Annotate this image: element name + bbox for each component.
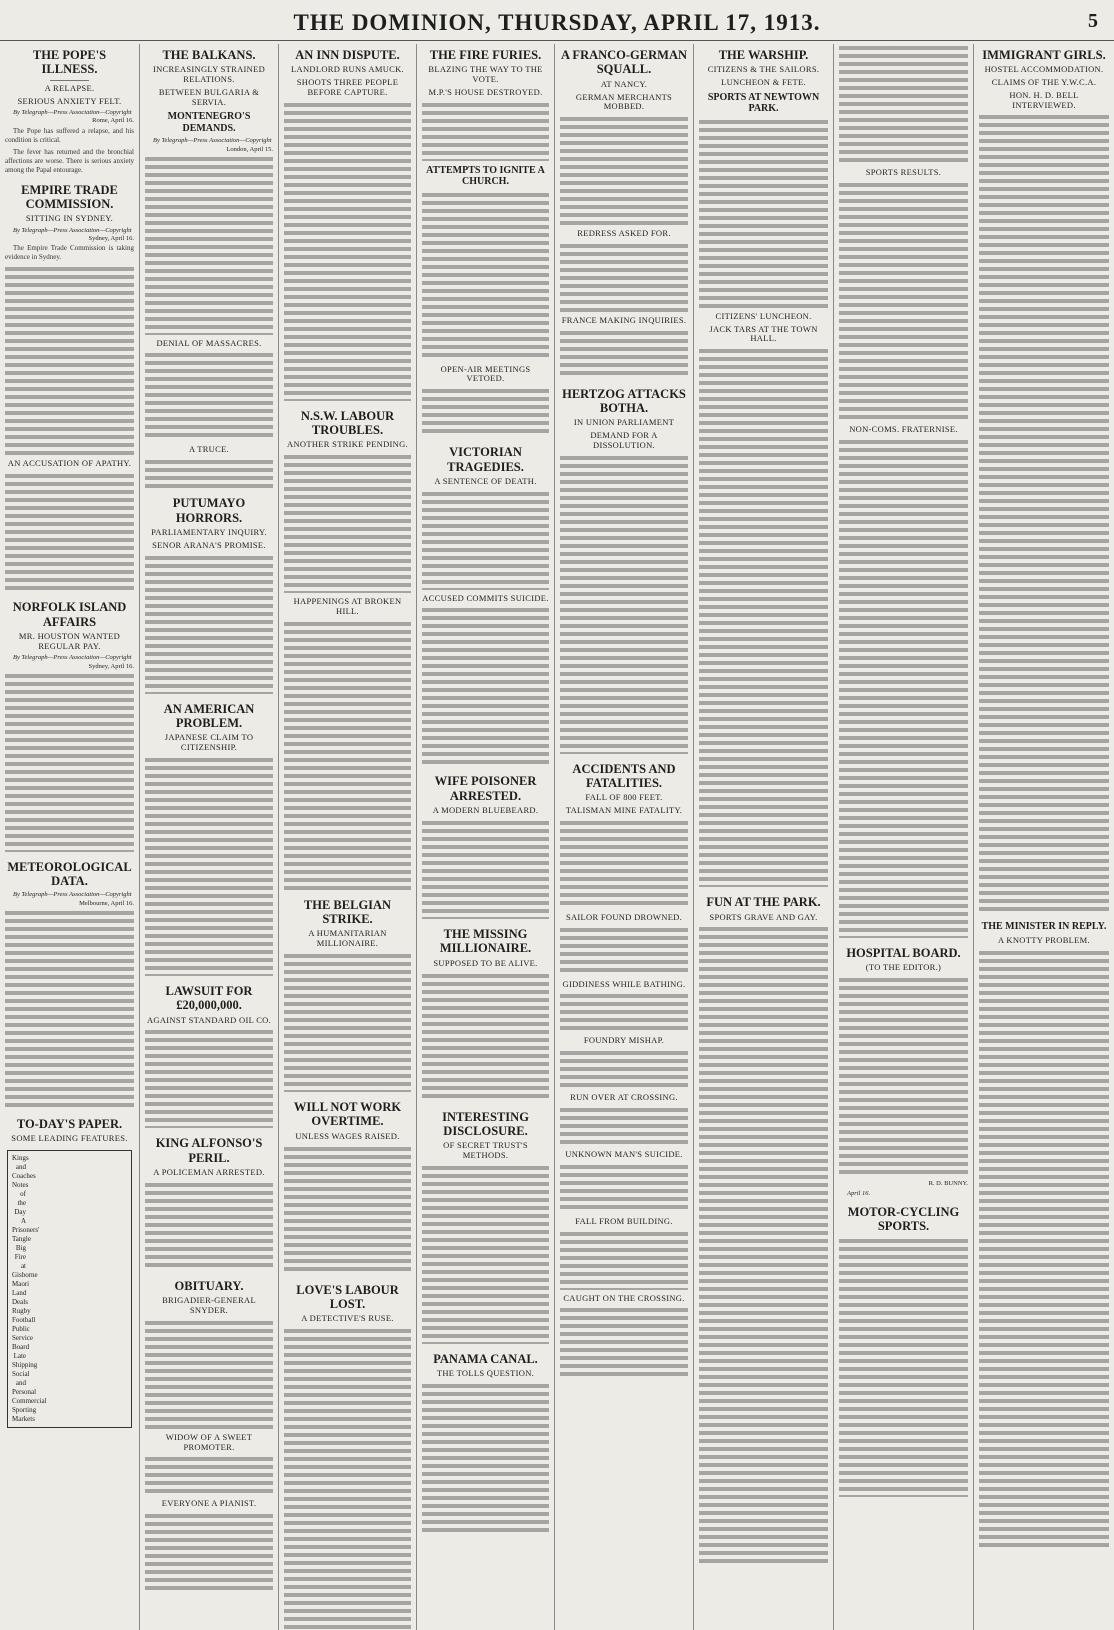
subheading: A TRUCE.: [188, 444, 230, 455]
subheading: SHOOTS THREE PEOPLE BEFORE CAPTURE.: [296, 77, 399, 97]
subheading: FALL FROM BUILDING.: [575, 1215, 673, 1226]
headline: VICTORIAN TRAGEDIES.: [447, 445, 524, 474]
subheading: (TO THE EDITOR.): [865, 961, 942, 972]
list-item: Social and Personal: [12, 1369, 37, 1396]
subheading: SUPPOSED TO BE ALIVE.: [433, 957, 538, 968]
column-text: [145, 756, 273, 976]
subheading: GIDDINESS WHILE BATHING.: [562, 978, 686, 989]
masthead-title: THE DOMINION, THURSDAY, APRIL 17, 1913.: [293, 10, 821, 35]
headline: PANAMA CANAL.: [433, 1351, 538, 1366]
column-text: [284, 1145, 411, 1275]
story-norfolk-island: [5, 600, 134, 852]
list-item: Kings and Coaches: [12, 1153, 36, 1180]
column-6: [694, 44, 834, 1630]
headline: THE MISSING MILLIONAIRE.: [439, 927, 532, 956]
story-immigrant-girls: [979, 48, 1109, 913]
subheading: WIDOW OF A SWEET PROMOTER.: [165, 1431, 253, 1452]
subheading: ANOTHER STRIKE PENDING.: [287, 439, 408, 450]
masthead: [0, 0, 1114, 41]
story-hospital-board: [839, 946, 968, 1197]
dateline: London, April 15.: [226, 145, 273, 153]
column-3: [279, 44, 417, 1630]
dateline: Melbourne, April 16.: [79, 899, 134, 907]
subheading: BLAZING THE WAY TO THE VOTE.: [428, 64, 543, 85]
column-text: [422, 606, 549, 766]
headline: LOVE'S LABOUR LOST.: [296, 1282, 399, 1311]
column-text: [979, 113, 1109, 913]
column-text: [839, 438, 968, 938]
headline: PUTUMAYO HORRORS.: [172, 496, 246, 525]
letter-date: April 16.: [847, 1189, 871, 1197]
subheading: THE TOLLS QUESTION.: [436, 1368, 535, 1379]
headline: THE BELGIAN STRIKE.: [303, 897, 392, 927]
subheading: AN ACCUSATION OF APATHY.: [7, 458, 132, 469]
story-fun-at-park: [699, 895, 828, 1565]
subheading: BETWEEN BULGARIA & SERVIA.: [158, 86, 260, 107]
column-text: [145, 1512, 273, 1592]
column-text: [145, 1028, 273, 1128]
story-loves-labour: [284, 1283, 411, 1630]
headline: KING ALFONSO'S PERIL.: [155, 1136, 263, 1165]
column-text: [560, 1306, 688, 1376]
column-text: [5, 472, 134, 592]
signature: R. D. BUNNY.: [928, 1179, 968, 1187]
column-text: [5, 672, 134, 852]
subheading: HOSTEL ACCOMMODATION.: [984, 64, 1104, 75]
story-motor-cycling: [839, 1205, 968, 1497]
subheading: CITIZENS' LUNCHEON.: [715, 310, 812, 321]
column-text: [284, 453, 411, 593]
columns: [0, 44, 1114, 1630]
column-text: [422, 490, 549, 590]
headline: N.S.W. LABOUR TROUBLES.: [300, 408, 395, 438]
story-warship: [699, 48, 828, 887]
subheading: SENOR ARANA'S PROMISE.: [152, 539, 266, 550]
story-nsw-labour: [284, 409, 411, 890]
headline: MOTOR-CYCLING SPORTS.: [847, 1204, 960, 1234]
subheading: MR. HOUSTON WANTED REGULAR PAY.: [18, 630, 121, 651]
headline: THE FIRE FURIES.: [429, 48, 542, 62]
column-text: [5, 265, 134, 455]
list-item: Markets: [12, 1414, 35, 1423]
subheading: AGAINST STANDARD OIL CO.: [146, 1014, 272, 1025]
column-text: [284, 101, 411, 401]
subheading: RUN OVER AT CROSSING.: [570, 1092, 678, 1103]
story-empire-trade: [5, 183, 134, 593]
subheading: FOUNDRY MISHAP.: [583, 1035, 665, 1046]
column-text: [284, 620, 411, 890]
story-hertzog: [560, 387, 688, 754]
headline: SPORTS AT NEWTOWN PARK.: [707, 91, 820, 115]
subheading: FALL OF 800 FEET.: [585, 792, 663, 803]
subheading: FRANCE MAKING INQUIRIES.: [561, 314, 687, 325]
column-text: [422, 1164, 549, 1344]
column-text: [560, 115, 688, 225]
list-item: Notes of the Day: [12, 1180, 29, 1216]
subheading: DENIAL OF MASSACRES.: [156, 337, 262, 348]
headline: THE POPE'S ILLNESS.: [32, 48, 107, 77]
headline: HERTZOG ATTACKS BOTHA.: [562, 386, 686, 415]
column-text: [560, 992, 688, 1032]
column-text: [422, 191, 549, 361]
story-american-problem: [145, 702, 273, 976]
subheading: A KNOTTY PROBLEM.: [998, 934, 1090, 945]
column-text: [560, 454, 688, 754]
column-text: [145, 1455, 273, 1495]
column-text: [284, 952, 411, 1092]
dateline: Sydney, April 16.: [88, 662, 134, 670]
subheading: DEMAND FOR A DISSOLUTION.: [590, 430, 658, 450]
contents-list: [7, 1150, 132, 1428]
list-item: Sporting: [12, 1405, 37, 1414]
column-text: [839, 44, 968, 164]
wire-credit: By Telegraph—Press Association—Copyright: [13, 654, 132, 662]
subheading: SOME LEADING FEATURES.: [11, 1133, 128, 1144]
column-text: [560, 329, 688, 379]
story-lawsuit: [145, 984, 273, 1129]
column-1: [0, 44, 140, 1630]
column-text: [145, 1181, 273, 1271]
column-text: [560, 242, 688, 312]
column-2: [140, 44, 279, 1630]
column-text: [839, 1237, 968, 1497]
headline: LAWSUIT FOR £20,000,000.: [165, 983, 253, 1013]
list-item: Late Shipping: [12, 1351, 38, 1369]
headline: THE WARSHIP.: [718, 48, 809, 62]
wire-credit: By Telegraph—Press Association—Copyright: [13, 227, 132, 235]
column-text: [839, 181, 968, 421]
subheading: A RELAPSE.: [44, 82, 95, 93]
subheading: JAPANESE CLAIM TO CITIZENSHIP.: [164, 732, 254, 753]
column-text: [699, 118, 828, 308]
subheading: NON-COMS. FRATERNISE.: [849, 423, 958, 434]
column-text: [560, 1049, 688, 1089]
subheading: LUNCHEON & FETE.: [721, 77, 806, 88]
headline: ACCIDENTS AND FATALITIES.: [572, 761, 676, 790]
headline: AN INN DISPUTE.: [295, 48, 400, 62]
list-item: Commercial: [12, 1396, 47, 1405]
story-balkans: [145, 48, 273, 488]
subheading: CAUGHT ON THE CROSSING.: [563, 1292, 685, 1303]
subheading: A MODERN BLUEBEARD.: [432, 805, 539, 816]
subheading: PARLIAMENTARY INQUIRY.: [151, 527, 267, 537]
column-text: [422, 1382, 549, 1532]
column-text: [145, 351, 273, 441]
paragraph: The Pope has suffered a relapse, and his condition is critical.: [5, 126, 134, 144]
column-text: [145, 155, 273, 335]
subheading: SPORTS RESULTS.: [865, 167, 942, 177]
list-item: Big Fire at Gisborne: [12, 1243, 38, 1279]
subheading: REDRESS ASKED FOR.: [577, 228, 671, 239]
headline: THE MINISTER IN REPLY.: [981, 921, 1107, 933]
column-8: [974, 44, 1114, 1630]
subheading: GERMAN MERCHANTS MOBBED.: [575, 91, 673, 112]
headline: HOSPITAL BOARD.: [846, 945, 961, 960]
subheading: LANDLORD RUNS AMUCK.: [291, 64, 404, 75]
headline: MONTENEGRO'S DEMANDS.: [167, 111, 251, 134]
dateline: Rome, April 16.: [92, 117, 134, 125]
subheading: SERIOUS ANXIETY FELT.: [17, 95, 122, 106]
subheading: A POLICEMAN ARRESTED.: [153, 1167, 265, 1178]
subheading: CLAIMS OF THE Y.W.C.A.: [991, 77, 1097, 88]
column-text: [284, 1327, 411, 1630]
headline: IMMIGRANT GIRLS.: [982, 48, 1106, 62]
headline: METEOROLOGICAL DATA.: [7, 859, 132, 889]
column-text: [839, 976, 968, 1176]
subheading: SPORTS GRAVE AND GAY.: [709, 911, 818, 922]
headline: THE BALKANS.: [162, 48, 256, 62]
story-inn-dispute: [284, 48, 411, 401]
column-text: [422, 101, 549, 161]
subheading: CITIZENS & THE SAILORS.: [707, 64, 820, 75]
story-wife-poisoner: [422, 774, 549, 919]
story-sports-results: [839, 44, 968, 938]
subheading: UNKNOWN MAN'S SUICIDE.: [565, 1148, 683, 1159]
list-item: Maori Land Deals: [12, 1279, 30, 1306]
subheading: A DETECTIVE'S RUSE.: [301, 1313, 394, 1324]
subheading: OF SECRET TRUST'S METHODS.: [443, 1140, 528, 1161]
headline: ATTEMPTS TO IGNITE A CHURCH.: [426, 164, 545, 188]
headline: WILL NOT WORK OVERTIME.: [293, 1100, 402, 1129]
column-text: [560, 926, 688, 976]
story-accidents: [560, 762, 688, 1377]
story-panama-canal: [422, 1352, 549, 1532]
headline: AN AMERICAN PROBLEM.: [163, 701, 255, 730]
subheading: AT NANCY.: [600, 78, 648, 89]
story-minister-reply: [979, 921, 1109, 1548]
column-text: [560, 1163, 688, 1213]
column-text: [560, 1230, 688, 1290]
wire-credit: By Telegraph—Press Association—Copyright: [13, 109, 132, 117]
list-item: Public Service Board: [12, 1324, 33, 1351]
column-text: [145, 554, 273, 694]
list-item: Rugby Football: [12, 1306, 36, 1324]
column-text: [5, 909, 134, 1109]
column-text: [422, 819, 549, 919]
subheading: BRIGADIER-GENERAL SNYDER.: [162, 1295, 256, 1315]
column-text: [145, 1319, 273, 1429]
story-meteorological: [5, 860, 134, 1109]
column-text: [560, 819, 688, 909]
story-fire-furies: [422, 48, 549, 437]
subheading: HON. H. D. BELL INTERVIEWED.: [1009, 89, 1079, 110]
paragraph: The Empire Trade Commission is taking evidence in Sydney.: [5, 244, 134, 262]
column-text: [422, 972, 549, 1102]
story-victorian-tragedies: [422, 445, 549, 766]
page-number: 5: [1088, 10, 1098, 32]
subheading: INCREASINGLY STRAINED RELATIONS.: [152, 64, 266, 85]
subheading: SITTING IN SYDNEY.: [25, 213, 114, 224]
list-item: A Prisoners' Tangle: [12, 1216, 40, 1243]
column-7: [834, 44, 974, 1630]
subheading: JACK TARS AT THE TOWN HALL.: [709, 323, 818, 344]
column-text: [560, 1106, 688, 1146]
subheading: HAPPENINGS AT BROKEN HILL.: [293, 596, 402, 616]
story-overtime: [284, 1100, 411, 1275]
headline: TO-DAY'S PAPER.: [16, 1116, 123, 1131]
headline: WIFE POISONER ARRESTED.: [434, 774, 537, 803]
column-4: [417, 44, 555, 1630]
subheading: EVERYONE A PIANIST.: [161, 1498, 257, 1509]
wire-credit: By Telegraph—Press Association—Copyright: [153, 137, 272, 145]
column-text: [145, 458, 273, 488]
headline: NORFOLK ISLAND AFFAIRS: [12, 600, 127, 629]
story-popes-illness: [5, 48, 134, 175]
headline: FUN AT THE PARK.: [706, 895, 821, 910]
story-franco-german: [560, 48, 688, 379]
headline: INTERESTING DISCLOSURE.: [442, 1109, 529, 1138]
subheading: M.P.'S HOUSE DESTROYED.: [428, 86, 543, 97]
wire-credit: By Telegraph—Press Association—Copyright: [13, 891, 132, 899]
column-5: [555, 44, 694, 1630]
subheading: SAILOR FOUND DROWNED.: [565, 911, 683, 922]
story-missing-millionaire: [422, 927, 549, 1102]
story-putumayo: [145, 496, 273, 693]
story-interesting-disclosure: [422, 1110, 549, 1344]
headline: OBITUARY.: [174, 1278, 244, 1293]
story-todays-paper: [5, 1117, 134, 1428]
column-text: [979, 949, 1109, 1549]
subheading: TALISMAN MINE FATALITY.: [565, 805, 683, 816]
story-obituary: [145, 1279, 273, 1592]
subheading: ACCUSED COMMITS SUICIDE.: [422, 592, 549, 603]
headline: EMPIRE TRADE COMMISSION.: [21, 182, 118, 211]
column-text: [422, 387, 549, 437]
subheading: A HUMANITARIAN MILLIONAIRE.: [308, 928, 387, 949]
subheading: UNLESS WAGES RAISED.: [295, 1130, 400, 1141]
headline: A FRANCO-GERMAN SQUALL.: [560, 48, 688, 77]
column-text: [699, 347, 828, 887]
subheading: OPEN-AIR MEETINGS VETOED.: [440, 363, 531, 384]
story-belgian-strike: [284, 898, 411, 1092]
paragraph: The fever has returned and the bronchial affections are worse. There is serious anxiety among the Papal entourage.: [5, 147, 134, 174]
subheading: IN UNION PARLIAMENT: [573, 417, 675, 428]
story-king-alfonso: [145, 1136, 273, 1271]
subheading: A SENTENCE OF DEATH.: [434, 475, 537, 486]
column-text: [699, 925, 828, 1565]
dateline: Sydney, April 16.: [88, 235, 134, 243]
